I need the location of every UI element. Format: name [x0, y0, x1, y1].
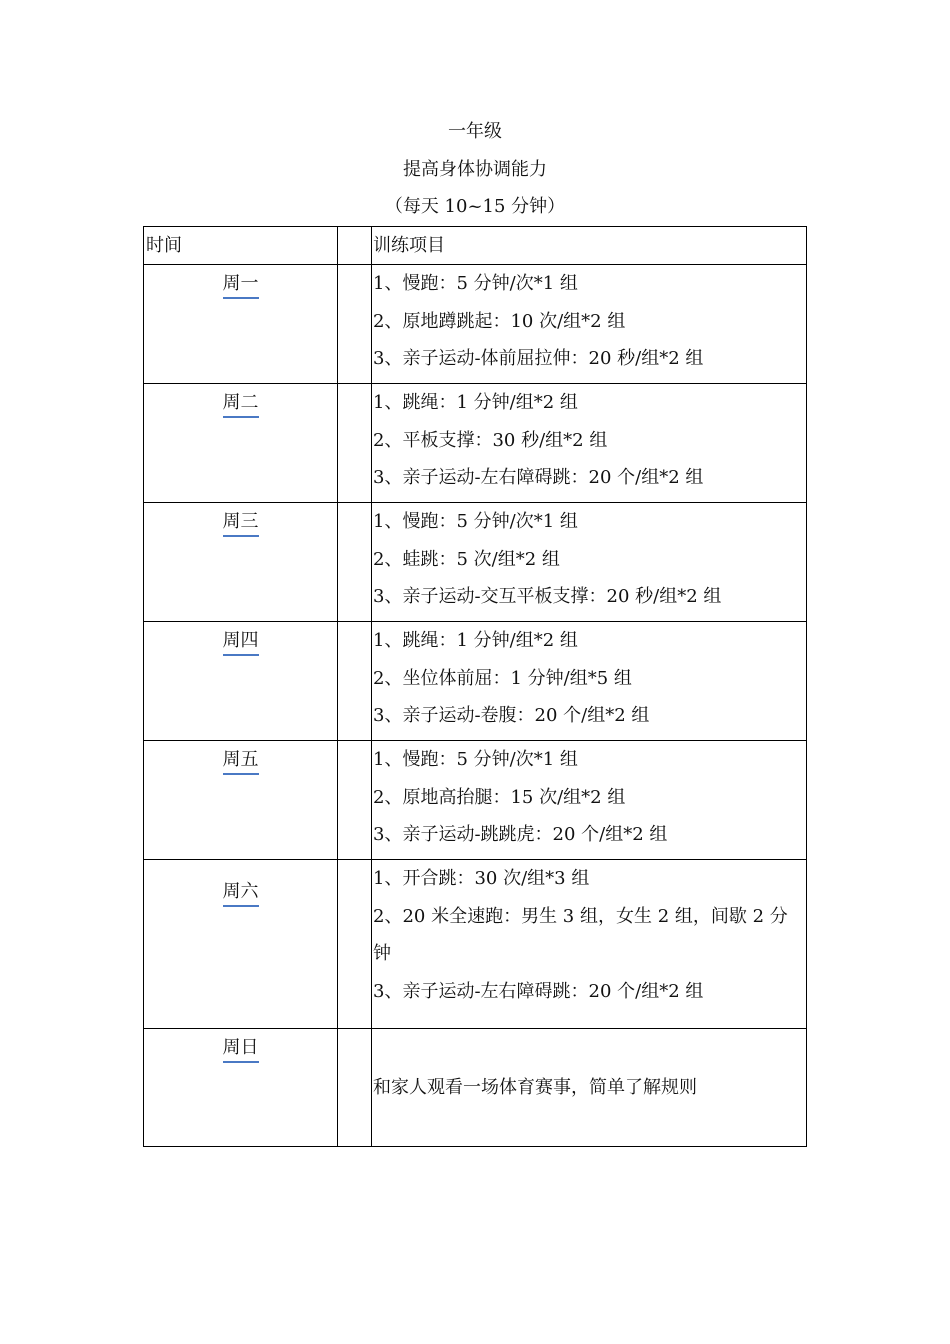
items-cell	[372, 741, 807, 860]
items-cell	[372, 860, 807, 1029]
day-label: 周六	[223, 879, 259, 907]
day-cell	[144, 265, 338, 384]
grade-title: 一年级	[448, 121, 502, 142]
exercise-item: 3、亲子运动-左右障碍跳：20 个/组*2 组	[373, 980, 704, 1002]
exercise-item: 2、20 米全速跑：男生 3 组，女生 2 组，间歇 2 分钟	[373, 905, 788, 964]
day-label: 周四	[223, 628, 259, 656]
spacer-cell	[338, 503, 372, 622]
day-label: 周日	[223, 1035, 259, 1063]
exercise-item: 3、亲子运动-体前屈拉伸：20 秒/组*2 组	[373, 348, 704, 369]
topic-title: 提高身体协调能力	[403, 159, 547, 180]
day-label: 周三	[223, 509, 259, 537]
activity-note: 和家人观看一场体育赛事，简单了解规则	[373, 1076, 697, 1098]
day-cell	[144, 503, 338, 622]
header-time: 时间	[144, 227, 338, 265]
spacer-cell	[338, 1029, 372, 1147]
exercise-item: 3、亲子运动-左右障碍跳：20 个/组*2 组	[373, 467, 704, 488]
exercise-item: 1、跳绳：1 分钟/组*2 组	[373, 392, 578, 413]
exercise-item: 1、慢跑：5 分钟/次*1 组	[373, 511, 578, 532]
spacer-cell	[338, 741, 372, 860]
day-cell	[144, 860, 338, 1029]
spacer-cell	[338, 265, 372, 384]
table-row	[144, 265, 807, 384]
exercise-item: 1、跳绳：1 分钟/组*2 组	[373, 630, 578, 651]
items-cell	[372, 503, 807, 622]
table-row	[144, 384, 807, 503]
exercise-item: 2、蛙跳：5 次/组*2 组	[373, 548, 560, 570]
exercise-item: 2、原地蹲跳起：10 次/组*2 组	[373, 310, 626, 332]
table-header-row	[144, 227, 807, 265]
spacer-cell	[338, 384, 372, 503]
exercise-item: 3、亲子运动-卷腹：20 个/组*2 组	[373, 705, 650, 726]
exercise-item: 2、平板支撑：30 秒/组*2 组	[373, 429, 608, 451]
header-items: 训练项目	[372, 227, 807, 265]
day-cell	[144, 741, 338, 860]
items-cell	[372, 622, 807, 741]
items-cell	[372, 1029, 807, 1147]
items-cell	[372, 384, 807, 503]
table-row	[144, 741, 807, 860]
day-label: 周一	[223, 271, 259, 299]
table-row	[144, 860, 807, 1029]
spacer-cell	[338, 622, 372, 741]
header-spacer	[338, 227, 372, 265]
table-row	[144, 1029, 807, 1147]
items-cell	[372, 265, 807, 384]
exercise-item: 2、原地高抬腿：15 次/组*2 组	[373, 786, 626, 808]
day-label: 周五	[223, 747, 259, 775]
day-cell	[144, 384, 338, 503]
exercise-item: 3、亲子运动-跳跳虎：20 个/组*2 组	[373, 824, 668, 845]
exercise-item: 1、慢跑：5 分钟/次*1 组	[373, 273, 578, 294]
exercise-item: 2、坐位体前屈：1 分钟/组*5 组	[373, 667, 632, 689]
table-row	[144, 503, 807, 622]
day-cell	[144, 1029, 338, 1147]
exercise-item: 3、亲子运动-交互平板支撑：20 秒/组*2 组	[373, 586, 722, 607]
table-row	[144, 622, 807, 741]
exercise-item: 1、慢跑：5 分钟/次*1 组	[373, 749, 578, 770]
training-table	[143, 226, 807, 1147]
day-label: 周二	[223, 390, 259, 418]
day-cell	[144, 622, 338, 741]
exercise-item: 1、开合跳：30 次/组*3 组	[373, 868, 590, 889]
duration-subtitle: （每天 10~15 分钟）	[384, 196, 566, 217]
spacer-cell	[338, 860, 372, 1029]
